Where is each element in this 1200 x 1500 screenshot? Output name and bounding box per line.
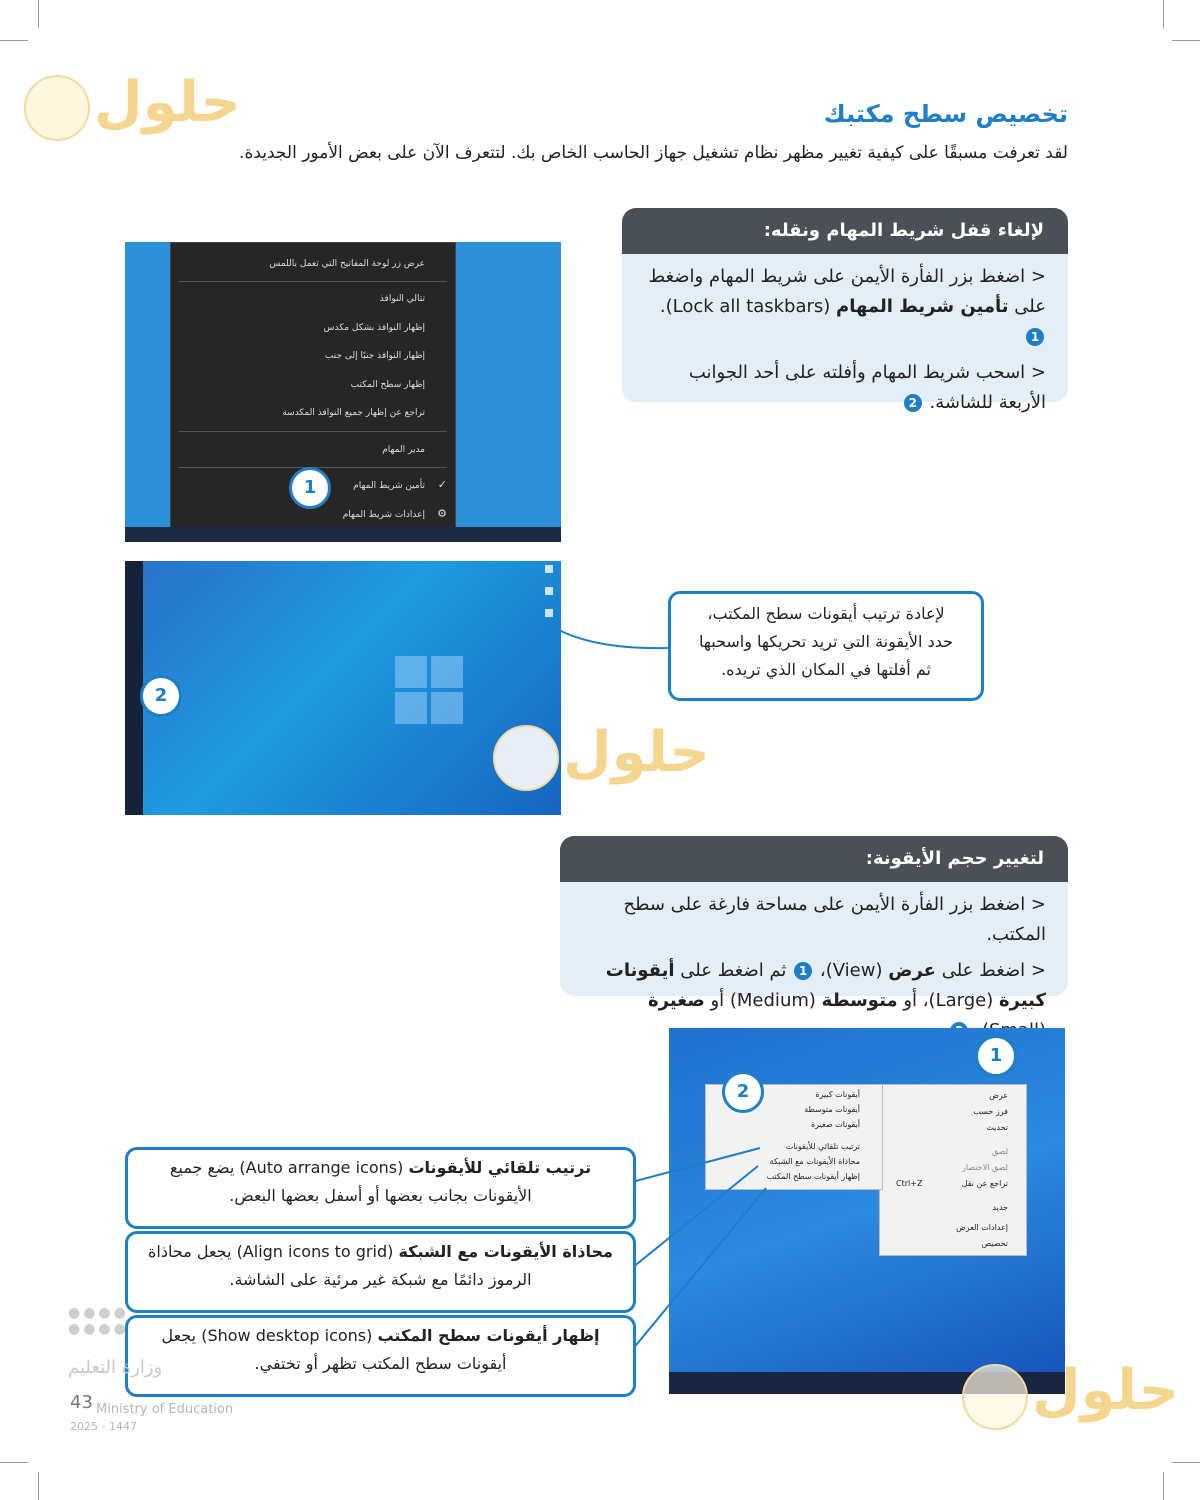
step-number-badge: 2 — [904, 394, 922, 412]
auto-arrange-item[interactable]: ترتيب تلقائي للأيقونات — [785, 1142, 860, 1151]
menu-item[interactable]: إظهار سطح المكتب — [350, 380, 425, 390]
year-label: 2025 - 1447 — [70, 1420, 137, 1433]
icon-size-box — [560, 836, 1068, 1011]
undo-move-menu-item[interactable]: تراجع عن نقل — [961, 1179, 1008, 1188]
crop-mark — [1172, 1462, 1200, 1463]
step-number-badge: 1 — [1026, 328, 1044, 346]
show-icons-callout: إظهار أيقونات سطح المكتب (Show desktop icons) يجعل أيقونات سطح المكتب تظهر أو تختفي. — [125, 1315, 636, 1397]
marker-badge: 1 — [975, 1035, 1017, 1077]
taskbar — [125, 527, 561, 542]
view-menu-item[interactable]: عرض — [989, 1091, 1008, 1100]
step-2: < اضغط على عرض (View)، 1 ثم اضغط على أيقونات كبيرة (Large)، أو متوسطة (Medium) أو صغيرة — [578, 956, 1046, 1046]
crop-mark — [38, 1472, 39, 1500]
display-settings-menu-item[interactable]: إعدادات العرض — [956, 1223, 1008, 1232]
marker-badge: 1 — [289, 467, 331, 509]
desktop-context-menu — [879, 1084, 1027, 1256]
auto-arrange-callout: ترتيب تلقائي للأيقونات (Auto arrange icons) يضع جميع الأيقونات بجانب بعضها أو أسفل بعضها البعض. — [125, 1147, 636, 1229]
marker-badge: 2 — [722, 1071, 764, 1113]
crop-mark — [0, 40, 28, 41]
watermark-logo: حلول — [24, 70, 234, 150]
align-grid-item[interactable]: محاذاة الأيقونات مع الشبكة — [769, 1157, 860, 1166]
taskbar-context-menu-screenshot — [125, 242, 561, 542]
unlock-taskbar-heading: لإلغاء قفل شريط المهام ونقله: — [622, 208, 1068, 254]
menu-item[interactable]: إظهار النوافذ بشكل مكدس — [323, 323, 425, 333]
ministry-logo — [68, 1303, 218, 1378]
desktop-icon[interactable] — [545, 609, 553, 617]
watermark-logo: حلول — [962, 1358, 1172, 1438]
menu-item[interactable]: مدير المهام — [382, 445, 425, 455]
watermark-logo: حلول — [493, 720, 703, 800]
undo-shortcut: Ctrl+Z — [896, 1179, 923, 1188]
refresh-menu-item[interactable]: تحديث — [986, 1123, 1008, 1132]
desktop-icon[interactable] — [545, 587, 553, 595]
medium-icons-item[interactable]: أيقونات متوسطة — [804, 1105, 860, 1114]
desktop-icon[interactable] — [545, 565, 553, 573]
callout-connector — [555, 620, 675, 660]
step-1: < اضغط بزر الفأرة الأيمن على شريط المهام واضغط على تأمين شريط المهام (Lock all taskbars). 1 — [648, 266, 1046, 344]
crop-mark — [38, 0, 39, 28]
crop-mark — [1163, 0, 1164, 28]
menu-item[interactable]: تراجع عن إظهار جميع النوافذ المكدسة — [282, 408, 425, 418]
crop-mark — [0, 1462, 28, 1463]
align-grid-callout: محاذاة الأيقونات مع الشبكة (Align icons to grid) يجعل محاذاة الرموز دائمًا مع شبكة غير مرئية على الشاشة. — [125, 1231, 636, 1313]
rearrange-icons-callout: لإعادة ترتيب أيقونات سطح المكتب، حدد الأيقونة التي تريد تحريكها واسحبها ثم أفلتها في المكان الذي تريده. — [668, 591, 984, 701]
menu-item[interactable]: إظهار النوافذ جنبًا إلى جنب — [324, 351, 425, 361]
new-menu-item[interactable]: جديد — [992, 1203, 1008, 1212]
menu-divider — [179, 281, 447, 282]
menu-item[interactable]: تتالي النوافذ — [379, 294, 425, 304]
large-icons-item[interactable]: أيقونات كبيرة — [815, 1090, 860, 1099]
menu-item[interactable]: عرض زر لوحة المفاتيح التي تعمل باللمس — [269, 259, 425, 269]
menu-divider — [179, 431, 447, 432]
step-2: < اسحب شريط المهام وأفلته على أحد الجوانب الأربعة للشاشة. 2 — [688, 362, 1046, 413]
lock-taskbar-menu-item[interactable]: تأمين شريط المهام — [353, 481, 425, 491]
gear-icon: ⚙ — [437, 507, 447, 520]
icon-size-heading: لتغيير حجم الأيقونة: — [560, 836, 1068, 882]
paste-menu-item[interactable]: لصق — [991, 1147, 1008, 1156]
check-icon: ✓ — [437, 478, 447, 491]
step-1: < اضغط بزر الفأرة الأيمن على مساحة فارغة على سطح المكتب. — [623, 894, 1046, 945]
crop-mark — [1172, 40, 1200, 41]
step-number-badge: 1 — [794, 962, 812, 980]
windows-logo — [395, 656, 465, 726]
personalize-menu-item[interactable]: تخصيص — [981, 1239, 1008, 1248]
unlock-taskbar-box — [622, 208, 1068, 413]
small-icons-item[interactable]: أيقونات صغيرة — [810, 1120, 860, 1129]
crop-mark — [1163, 1472, 1164, 1500]
page-number: 43 — [70, 1392, 93, 1413]
dots-pattern-icon: ●●●● ●●●● — [68, 1305, 129, 1337]
unlock-taskbar-steps — [640, 262, 1046, 424]
ministry-name-en: Ministry of Education — [96, 1402, 234, 1417]
paste-shortcut-menu-item[interactable]: لصق الاختصار — [962, 1163, 1008, 1172]
ministry-name-ar: وزارة التعليم — [68, 1357, 163, 1378]
page-title: تخصيص سطح مكتبك — [823, 100, 1068, 128]
marker-badge: 2 — [140, 675, 182, 717]
menu-item[interactable]: إعدادات شريط المهام — [342, 510, 425, 520]
show-desktop-icons-item[interactable]: إظهار أيقونات سطح المكتب — [766, 1172, 860, 1181]
callout-connectors — [630, 1140, 770, 1360]
intro-text: لقد تعرفت مسبقًا على كيفية تغيير مظهر نظام تشغيل جهاز الحاسب الخاص بك. لتتعرف الآن على بعض الأمور الجديدة. — [239, 143, 1068, 163]
sort-menu-item[interactable]: فرز حسب — [973, 1107, 1008, 1116]
